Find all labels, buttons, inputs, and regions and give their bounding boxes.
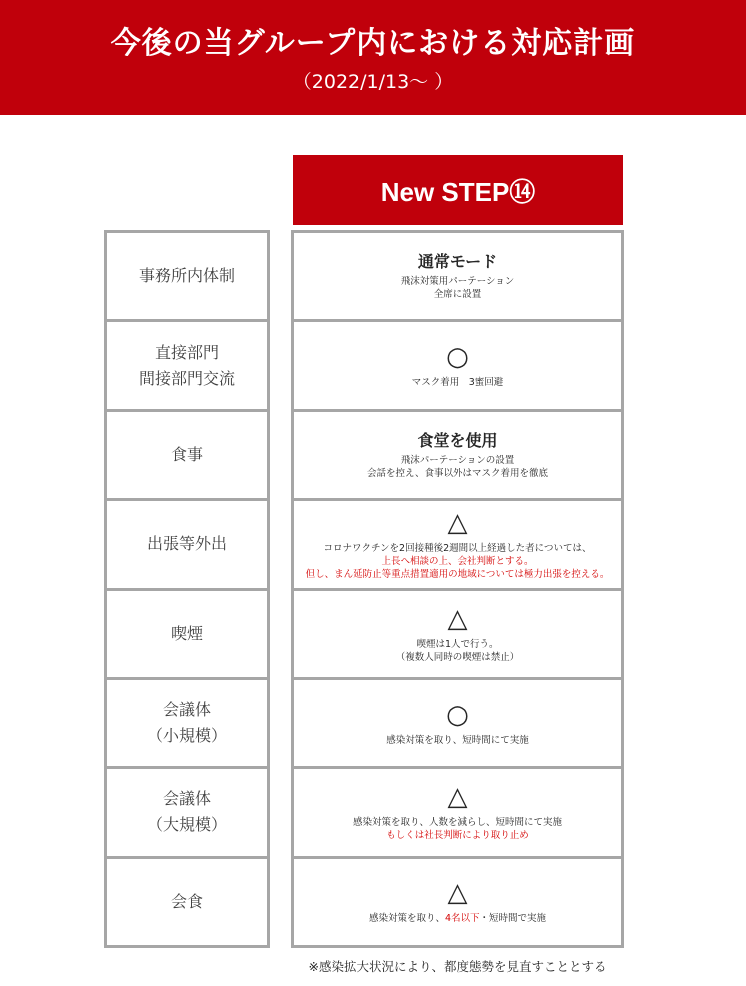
policy-note: 飛沫パーテーションの設置: [400, 454, 515, 466]
category-label: 会議体: [162, 789, 211, 809]
category-label: 喫煙: [170, 623, 203, 643]
category-cell: [107, 859, 267, 945]
policy-note: 上長へ相談の上、会社判断とする。: [381, 555, 534, 567]
policy-cell: [294, 680, 621, 769]
page-subtitle: （2022/1/13～ ）: [292, 71, 454, 93]
policy-note: 飛沫対策用パーテーション: [400, 276, 515, 288]
category-label: 会食: [170, 891, 203, 911]
policy-note-segment: 感染対策を取り、: [368, 913, 445, 925]
step-column-header: New STEP⑭: [293, 155, 623, 225]
category-cell: [107, 412, 267, 501]
policy-note-segment: ・短時間で実施: [479, 913, 547, 925]
category-cell: [107, 680, 267, 769]
policy-note: （複数人同時の喫煙は禁止）: [395, 651, 520, 663]
category-label: 会議体: [162, 700, 211, 720]
category-cell: [107, 322, 267, 411]
policy-cell: [294, 769, 621, 858]
category-label: （大規模）: [146, 815, 227, 835]
policy-mode-title: 通常モード: [417, 252, 498, 272]
policy-status-symbol: △: [447, 603, 468, 634]
policy-status-symbol: ○: [446, 342, 469, 373]
policy-cell: [294, 501, 621, 590]
category-label: 事務所内体制: [138, 266, 235, 286]
policy-note: 感染対策を取り、短時間にて実施: [386, 734, 529, 746]
policy-status-symbol: △: [447, 878, 468, 909]
policy-status-symbol: ○: [446, 699, 469, 730]
policy-note: コロナワクチンを2回接種後2週間以上経過した者については、: [323, 542, 592, 554]
policy-cell: [294, 412, 621, 501]
policy-note: もしくは社長判断により取り止め: [386, 830, 529, 842]
category-label: 間接部門交流: [138, 368, 235, 388]
policy-cell: [294, 859, 621, 945]
category-cell: [107, 769, 267, 858]
policy-note: 全席に設置: [433, 289, 482, 301]
category-label: 出張等外出: [146, 534, 227, 554]
policy-note: マスク着用 3蜜回避: [411, 377, 504, 389]
policy-note: 会話を控え、食事以外はマスク着用を徹底: [366, 467, 549, 479]
page-header: [0, 0, 746, 115]
category-label: 食事: [170, 444, 203, 464]
policy-column: [291, 230, 624, 948]
policy-cell: [294, 322, 621, 411]
policy-note: 喫煙は1人で行う。: [416, 638, 499, 650]
category-cell: [107, 501, 267, 590]
category-column: [104, 230, 270, 948]
policy-status-symbol: △: [447, 782, 468, 813]
footnote: ※感染拡大状況により、都度態勢を見直すこととする: [308, 959, 607, 974]
policy-note: 但し、まん延防止等重点措置適用の地域については極力出張を控える。: [305, 568, 610, 580]
policy-note: 感染対策を取り、人数を減らし、短時間にて実施: [352, 817, 562, 829]
page-title: 今後の当グループ内における対応計画: [110, 26, 636, 61]
policy-mode-title: 食堂を使用: [417, 430, 498, 450]
policy-note: [369, 912, 546, 925]
category-cell: [107, 233, 267, 322]
category-cell: [107, 591, 267, 680]
policy-status-symbol: △: [447, 507, 468, 538]
category-label: 直接部門: [154, 342, 219, 362]
policy-note-segment: 4名以下: [444, 913, 480, 925]
policy-cell: [294, 591, 621, 680]
policy-cell: [294, 233, 621, 322]
category-label: （小規模）: [146, 726, 227, 746]
